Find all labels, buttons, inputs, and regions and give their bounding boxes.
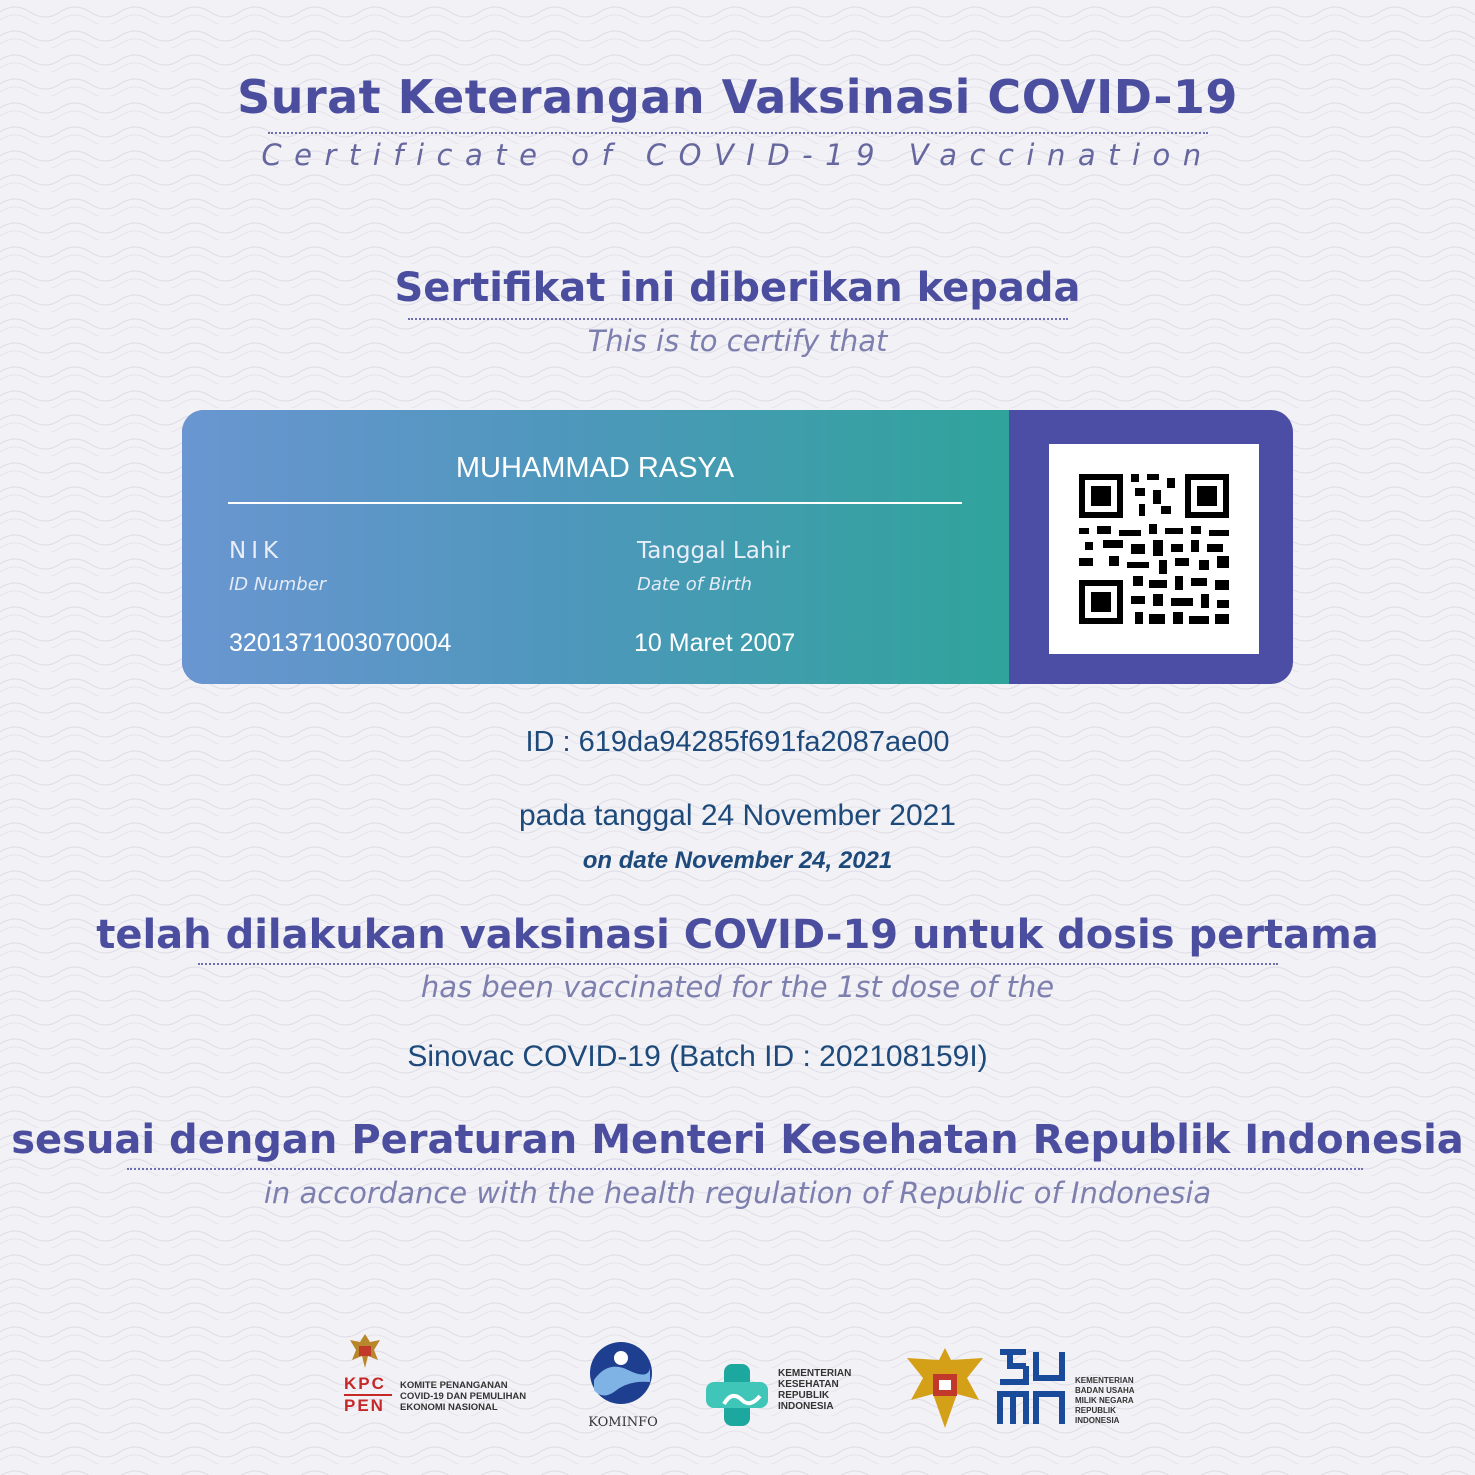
garuda-icon xyxy=(348,1332,382,1372)
qr-code-icon xyxy=(1049,444,1259,654)
certificate-id: ID : 619da94285f691fa2087ae00 xyxy=(525,726,950,758)
holder-name: MUHAMMAD RASYA xyxy=(455,452,735,484)
vaccination-date: pada tanggal 24 November 2021 xyxy=(519,799,956,832)
dob-label: Tanggal Lahir xyxy=(637,538,791,564)
identity-card xyxy=(182,410,1293,684)
regulation-divider xyxy=(127,1168,1363,1170)
kpcpen-logo xyxy=(344,1374,392,1416)
kemenkes-text: KEMENTERIAN KESEHATAN REPUBLIK INDONESIA xyxy=(778,1368,852,1412)
nik-label-en: ID Number xyxy=(229,574,327,595)
nik-label: NIK xyxy=(229,538,284,564)
name-underline xyxy=(228,502,962,504)
kominfo-logo-icon xyxy=(588,1340,654,1410)
regulation-subheading: in accordance with the health regulation of Republic of Indonesia xyxy=(263,1176,1212,1210)
certify-heading: Sertifikat ini diberikan kepada xyxy=(394,265,1081,311)
page-title: Surat Keterangan Vaksinasi COVID-19 xyxy=(237,70,1238,124)
vaccination-subheading: has been vaccinated for the 1st dose of the xyxy=(420,970,1055,1004)
vaccination-divider xyxy=(198,963,1278,965)
regulation-heading: sesuai dengan Peraturan Menteri Kesehatan Republik Indonesia xyxy=(11,1117,1464,1163)
kpcpen-text: KOMITE PENANGANAN COVID-19 DAN PEMULIHAN EKONOMI NASIONAL xyxy=(400,1380,527,1413)
kpcpen-letters-bottom: PEN xyxy=(344,1396,385,1415)
partner-logos xyxy=(0,1330,1475,1440)
bumn-text: KEMENTERIAN BADAN USAHA MILIK NEGARA REPUBLIK INDONESIA xyxy=(1075,1376,1135,1425)
kemenkes-logo-icon xyxy=(702,1360,772,1430)
vaccination-heading: telah dilakukan vaksinasi COVID-19 untuk dosis pertama xyxy=(96,912,1379,958)
vaccine-batch: Sinovac COVID-19 (Batch ID : 202108159I) xyxy=(407,1040,988,1073)
bumn-logo-icon xyxy=(996,1348,1070,1428)
dob-value: 10 Maret 2007 xyxy=(634,629,796,657)
page-subtitle: Certificate of COVID-19 Vaccination xyxy=(261,138,1214,172)
kominfo-text: KOMINFO xyxy=(588,1415,658,1430)
dob-label-en: Date of Birth xyxy=(637,574,753,595)
certify-divider xyxy=(408,318,1068,320)
nik-value: 3201371003070004 xyxy=(229,629,452,657)
title-divider xyxy=(268,132,1208,134)
kpcpen-letters-top: KPC xyxy=(344,1374,392,1396)
qr-code[interactable] xyxy=(1049,444,1259,654)
certify-subheading: This is to certify that xyxy=(587,324,888,358)
garuda-emblem-icon xyxy=(903,1344,987,1432)
vaccination-date-en: on date November 24, 2021 xyxy=(582,847,893,874)
